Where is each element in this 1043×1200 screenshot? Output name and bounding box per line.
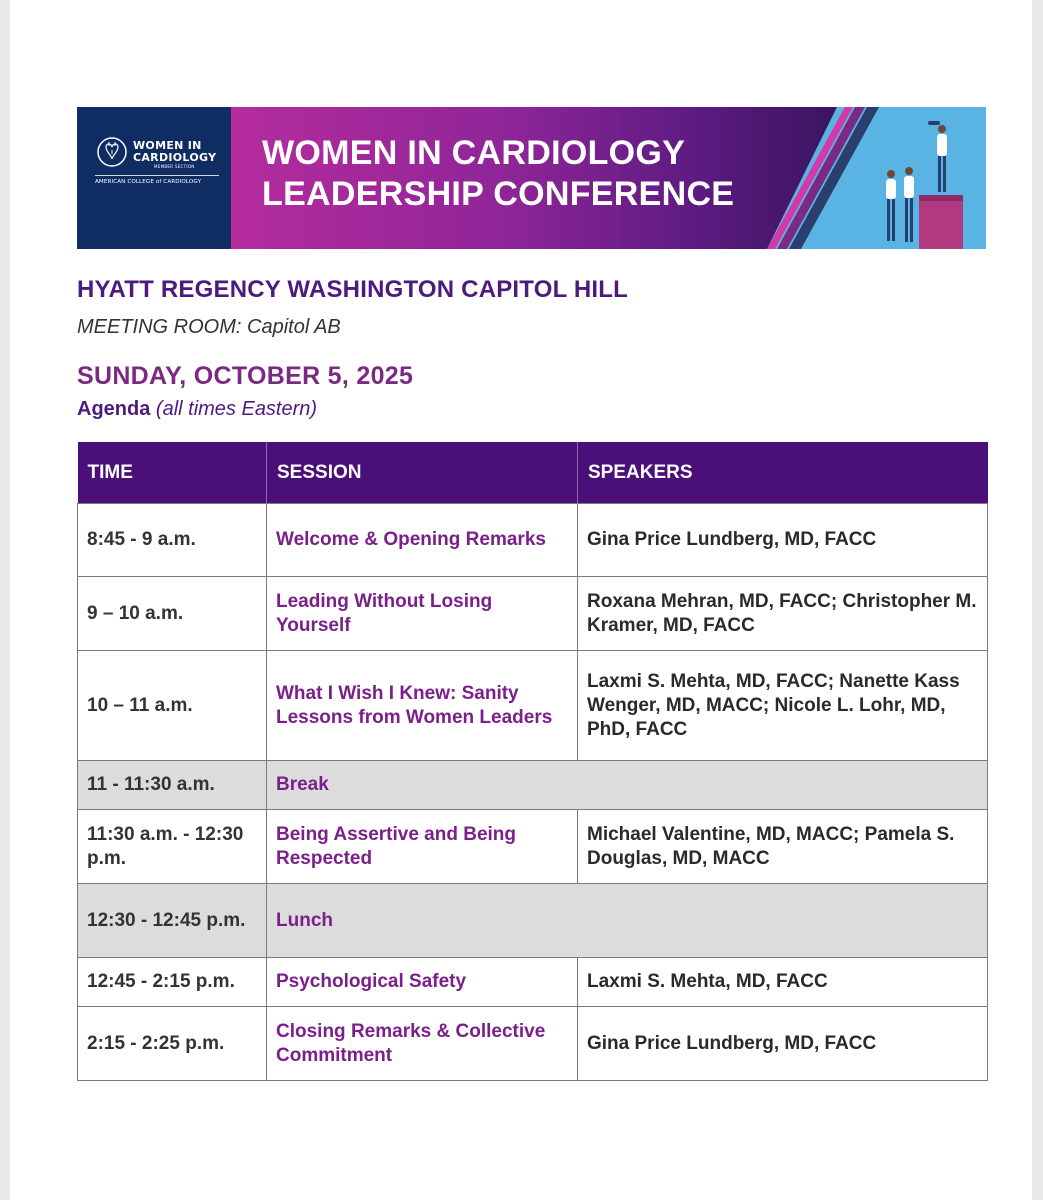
table-row [78,1007,988,1081]
table-row [78,651,988,761]
logo-org-name: AMERICAN COLLEGE of CARDIOLOGY [95,179,202,185]
table-row [78,577,988,651]
anatomical-heart-icon [97,137,127,167]
logo-text-cardiology: CARDIOLOGY [133,151,217,164]
table-row [78,958,988,1007]
cell-session: Closing Remarks & Collective Commitment [267,1007,578,1081]
table-header-row [78,442,988,504]
header-time: TIME [78,442,267,504]
table-row [78,504,988,577]
cell-time: 11:30 a.m. - 12:30 p.m. [78,810,267,884]
cell-speakers: Roxana Mehran, MD, FACC; Christopher M. Kramer, MD, FACC [578,577,988,651]
table-row-lunch [78,884,988,958]
cell-time: 9 – 10 a.m. [78,577,267,651]
cell-time: 8:45 - 9 a.m. [78,504,267,577]
wic-logo [77,107,231,249]
document-page [10,0,1032,1200]
table-row [78,810,988,884]
cell-time: 12:45 - 2:15 p.m. [78,958,267,1007]
logo-divider [95,175,219,176]
agenda-table [77,442,988,1081]
logo-text-women-in: WOMEN IN [133,139,202,152]
cell-session: Leading Without Losing Yourself [267,577,578,651]
cell-speakers: Laxmi S. Mehta, MD, FACC; Nanette Kass Wenger, MD, MACC; Nicole L. Lohr, MD, PhD, FACC [578,651,988,761]
conference-banner [77,107,986,249]
cell-session: Psychological Safety [267,958,578,1007]
cell-speakers: Gina Price Lundberg, MD, FACC [578,1007,988,1081]
agenda-timezone-note: (all times Eastern) [155,398,318,420]
cell-session: Welcome & Opening Remarks [267,504,578,577]
logo-text-member-section: MEMBER SECTION [154,164,195,169]
cell-time: 12:30 - 12:45 p.m. [78,884,267,958]
cell-session: Break [267,761,988,810]
header-session: SESSION [267,442,578,504]
cell-time: 10 – 11 a.m. [78,651,267,761]
cell-session: Being Assertive and Being Respected [267,810,578,884]
table-row-break [78,761,988,810]
cell-time: 2:15 - 2:25 p.m. [78,1007,267,1081]
cell-session: What I Wish I Knew: Sanity Lessons from Women Leaders [267,651,578,761]
cell-session: Lunch [267,884,988,958]
cell-speakers: Gina Price Lundberg, MD, FACC [578,504,988,577]
meeting-room: MEETING ROOM: Capitol AB [77,316,341,338]
cell-speakers: Michael Valentine, MD, MACC; Pamela S. Douglas, MD, MACC [578,810,988,884]
header-speakers: SPEAKERS [578,442,988,504]
venue-heading: HYATT REGENCY WASHINGTON CAPITOL HILL [77,276,629,303]
cell-speakers: Laxmi S. Mehta, MD, FACC [578,958,988,1007]
event-date: SUNDAY, OCTOBER 5, 2025 [77,362,414,390]
cell-time: 11 - 11:30 a.m. [78,761,267,810]
conference-title [262,133,734,215]
conference-title-line2: LEADERSHIP CONFERENCE [262,175,735,213]
leaders-illustration [767,107,986,249]
agenda-label: Agenda [77,398,151,420]
agenda-heading [77,398,317,421]
conference-title-line1: WOMEN IN CARDIOLOGY [262,134,686,172]
